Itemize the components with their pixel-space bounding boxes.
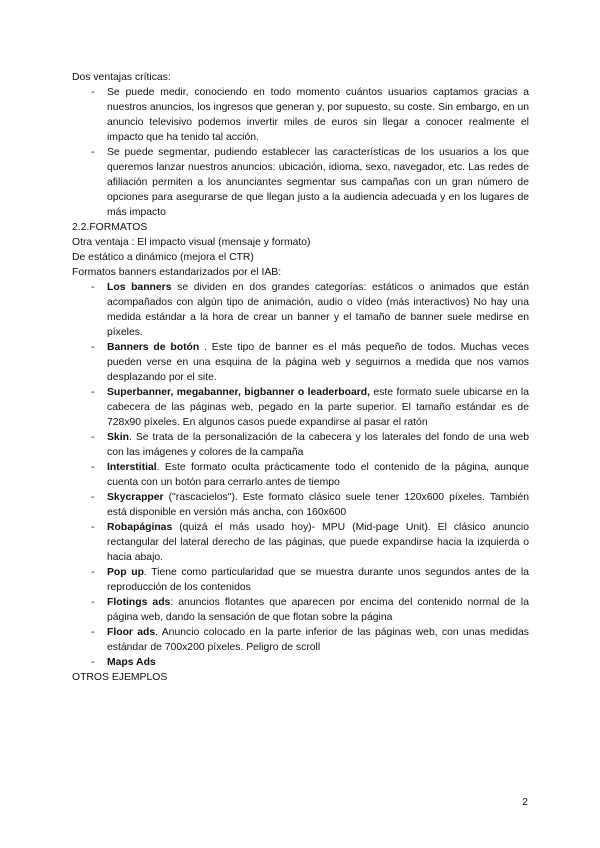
formato-desc: este formato suele ubicarse en la cabecera de las páginas web, pegado en la parte superior. El tamaño estándar es de 728x90 píxeles. En algunos casos puede expandirse al pasar el ratón [107, 387, 529, 428]
formato-desc: se dividen en dos grandes categorías: estáticos o animados que están acompañados con algún tipo de animación, audio o vídeo (más interactivos) No hay una medida estándar a la hora de crear un banner y el tamaño de banner suele medirse en píxeles. [107, 282, 530, 338]
formato-term: Los banners [107, 282, 172, 293]
section-title: 2.2.FORMATOS [72, 222, 148, 233]
formato-term: Pop up [107, 567, 144, 578]
formato-desc: . Anuncio colocado en la parte inferior de las páginas web, con unas medidas estándar de 700x200 píxeles. Peligro de scroll [107, 627, 529, 653]
formato-item [72, 565, 529, 595]
formato-desc: (quizá el más usado hoy)- MPU (Mid-page Unit). El clásico anuncio rectangular del lateral derecho de las páginas, que puede expandirse hacia la izquierda o hacia abajo. [107, 522, 529, 563]
formato-item [72, 430, 529, 460]
formatos-list [72, 280, 529, 670]
document-page [72, 70, 529, 685]
formato-term: Banners de botón [107, 342, 200, 353]
formato-item [72, 460, 529, 490]
formatos-line-3: Formatos banners estandarizados por el IAB: [72, 267, 282, 278]
formato-term: Interstitial [107, 462, 157, 473]
formato-item [72, 595, 529, 625]
ventaja-item: - Se puede medir, conociendo en todo momento cuántos usuarios captamos gracias a nuestros anuncios, los ingresos que generan y, por supuesto, su coste. Sin embargo, en un anuncio televisivo podemos invertir miles de euros sin llegar a conocer realmente el impacto que ha tenido tal acción. [72, 85, 529, 145]
formato-term: Skin [107, 432, 129, 443]
formato-term: Robapáginas [107, 522, 173, 533]
formatos-line-2: De estático a dinámico (mejora el CTR) [72, 252, 254, 263]
formato-desc: ("rascacielos"). Este formato clásico suele tener 120x600 píxeles. También está disponible en versión más ancha, con 160x600 [107, 492, 529, 518]
formato-item [72, 655, 529, 670]
ventaja-item: - Se puede segmentar, pudiendo establecer las características de los usuarios a los que queremos lanzar nuestros anuncios: ubicación, idioma, sexo, navegador, etc. Las redes de afiliación permiten a los anunciantes segmentar sus campañas con un gran número de opciones para asegurarse de que llegan justo a la audiencia adecuada y en los lugares de más impacto [72, 145, 529, 220]
formato-term: Flotings ads [107, 597, 171, 608]
formato-desc: . Tiene como particularidad que se muestra durante unos segundos antes de la reproducción de los contenidos [107, 567, 529, 593]
formato-item [72, 280, 529, 340]
formato-item [72, 340, 529, 385]
formato-term: Floor ads [107, 627, 156, 638]
formato-item [72, 520, 529, 565]
formato-item [72, 490, 529, 520]
formato-term: Superbanner, megabanner, bigbanner o leaderboard, [107, 387, 371, 398]
formato-desc: . Se trata de la personalización de la cabecera y los laterales del fondo de una web con las imágenes y colores de la campaña [107, 432, 529, 458]
formato-desc: . Este formato oculta prácticamente todo el contenido de la página, aunque cuenta con un botón para cerrarlo antes de tiempo [107, 462, 529, 488]
ventajas-heading: Dos ventajas críticas: [72, 72, 171, 83]
formato-desc: . Este tipo de banner es el más pequeño de todos. Muchas veces pueden verse en una esquina de la página web y seguirnos a medida que nos vamos desplazando por el site. [107, 342, 530, 383]
formato-term: Skycrapper [107, 492, 164, 503]
formato-desc: : anuncios flotantes que aparecen por encima del contenido normal de la página web, dando la sensación de que flotan sobre la página [107, 597, 529, 623]
formatos-line-1: Otra ventaja : El impacto visual (mensaje y formato) [72, 237, 311, 248]
otros-ejemplos-heading: OTROS EJEMPLOS [72, 672, 168, 683]
formato-item [72, 385, 529, 430]
formato-item [72, 625, 529, 655]
formato-term: Maps Ads [107, 657, 156, 668]
page-number: 2 [522, 797, 528, 808]
ventajas-list [72, 85, 529, 220]
